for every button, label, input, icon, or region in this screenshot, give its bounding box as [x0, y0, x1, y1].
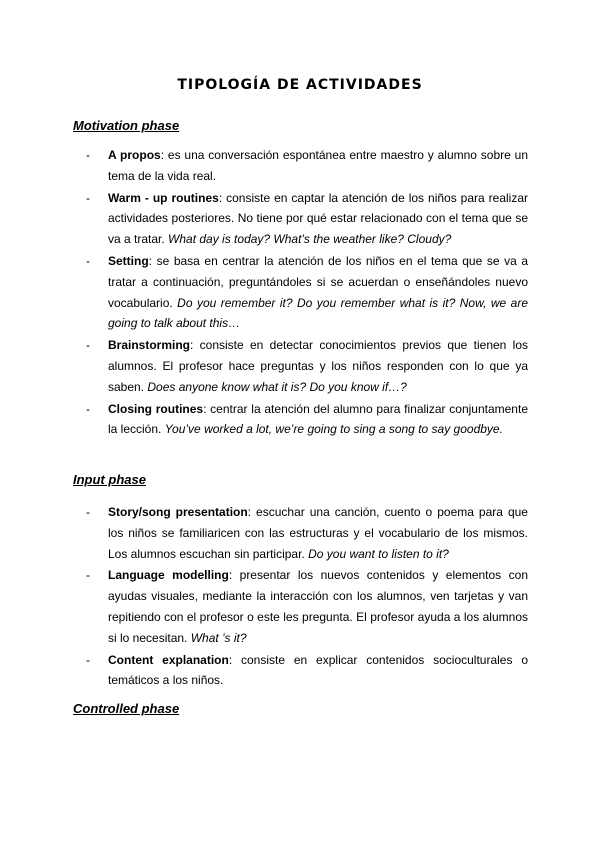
activity-example: What ’s it? [190, 630, 247, 645]
activity-description: : consiste en detectar conocimientos previos que tienen los alumnos. El profesor hace preguntas y los niños responden con lo que ya saben. [108, 338, 528, 394]
activity-term: Language modelling [108, 568, 229, 583]
page-title: TIPOLOGÍA DE ACTIVIDADES [177, 77, 423, 93]
activity-term: Story/song presentation [108, 505, 248, 519]
list-item [86, 251, 528, 334]
activity-example: Do you want to listen to it? [308, 546, 449, 561]
list-dash: - [86, 652, 90, 667]
list-item [86, 145, 528, 187]
activity-example: What day is today? What’s the weather like? Cloudy? [168, 232, 452, 247]
list-item [86, 565, 528, 648]
activity-example: Do you remember it? Do you remember what is it? Now, we are going to talk about this… [108, 295, 528, 331]
activity-example: You’ve worked a lot, we’re going to sing a song to say goodbye. [164, 422, 503, 437]
input-activity-list [86, 502, 528, 692]
list-item [86, 502, 528, 564]
activity-term: Content explanation [108, 652, 229, 667]
activity-description: : es una conversación espontánea entre maestro y alumno sobre un tema de la vida real. [108, 148, 528, 183]
activity-term: Warm - up routines [108, 190, 219, 205]
activity-example: Does anyone know what it is? Do you know if…? [147, 379, 407, 394]
activity-description: : escuchar una canción, cuento o poema para que los niños se familiaricen con las estructuras y el vocabulario de los mismos. Los alumnos escuchan sin participar. [108, 505, 528, 561]
activity-term: Setting [108, 253, 149, 268]
list-dash: - [86, 338, 90, 353]
list-dash: - [86, 568, 90, 583]
activity-term: Brainstorming [108, 338, 191, 353]
section-heading-input: Input phase [73, 472, 146, 487]
list-dash: - [86, 190, 90, 205]
list-item [86, 399, 528, 441]
list-dash: - [86, 401, 90, 416]
activity-description: : consiste en captar la atención de los niños para realizar actividades posteriores. No tiene por qué estar relacionado con el tema que se va a tratar. [108, 190, 529, 247]
list-item [86, 188, 528, 250]
list-dash: - [86, 148, 90, 162]
activity-description: : centrar la atención del alumno para finalizar conjuntamente la lección. [108, 401, 528, 437]
list-dash: - [86, 505, 90, 519]
section-heading-controlled: Controlled phase [73, 701, 180, 716]
activity-description: : consiste en explicar contenidos socioculturales o temáticos a los niños. [108, 652, 528, 688]
motivation-activity-list [86, 145, 528, 441]
section-heading-motivation: Motivation phase [73, 118, 180, 133]
activity-term: A propos [108, 148, 161, 162]
activity-term: Closing routines [108, 401, 204, 416]
activity-description: : presentar los nuevos contenidos y elementos con ayudas visuales, mediante la interacción con los alumnos, ven tarjetas y van repitiendo con el profesor o este les pregunta. El profesor ayuda a los alumnos si lo necesitan. [108, 568, 528, 645]
list-dash: - [86, 253, 90, 268]
list-item [86, 650, 528, 692]
activity-description: : se basa en centrar la atención de los niños en el tema que se va a tratar a continuación, preguntándoles si se acuerdan o enseñándoles nuevo vocabulario. [108, 253, 528, 310]
list-item [86, 335, 528, 397]
